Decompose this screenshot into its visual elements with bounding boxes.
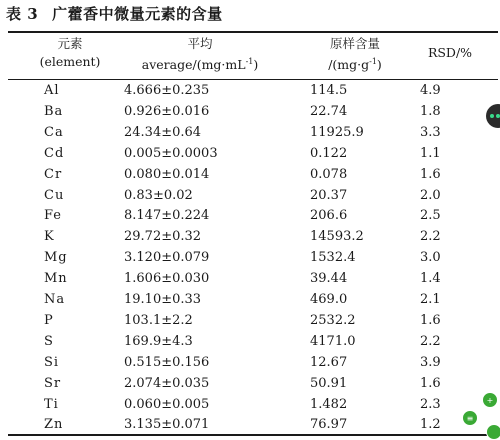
cell-rsd: 3.3 [420,124,441,140]
cell-average: 0.515±0.156 [124,354,210,370]
cell-rsd: 4.9 [420,83,441,98]
cell-average: 8.147±0.224 [124,208,210,224]
cell-content: 114.5 [310,83,348,98]
table-row [0,205,500,227]
cell-element: P [44,312,54,328]
table-row [0,331,500,353]
cell-rsd: 2.5 [420,208,441,224]
table-title: 广藿香中微量元素的含量 [52,5,223,23]
bottom-rule [8,434,498,436]
table-row [0,101,500,123]
table-row [0,164,500,186]
cell-average: 0.005±0.0003 [124,145,218,161]
cell-rsd: 2.2 [420,229,441,245]
cell-rsd: 3.0 [420,250,441,266]
plus-badge-icon[interactable]: + [482,392,498,408]
cell-content: 14593.2 [310,229,364,245]
cell-content: 1.482 [310,396,348,412]
cell-average: 29.72±0.32 [124,229,202,245]
cell-average: 0.080±0.014 [124,166,210,182]
table-row [0,226,500,248]
cell-average: 3.120±0.079 [124,250,210,266]
cell-element: Cu [44,187,65,203]
cell-average: 0.060±0.005 [124,396,210,412]
cell-element: K [44,229,55,245]
cell-rsd: 1.2 [420,417,441,433]
cell-content: 76.97 [310,417,348,433]
table-row [0,80,500,102]
cell-average: 0.926±0.016 [124,103,210,119]
cell-content: 1532.4 [310,250,356,266]
table-row [0,394,500,416]
header-content: 原样含量 $/(mg\cdot g^{-1})$ [328,36,382,73]
table-number: 表 3 [6,5,39,23]
cell-element: Mg [44,250,68,266]
cell-rsd: 3.9 [420,354,441,370]
cell-content: 0.078 [310,166,348,182]
cell-content: 11925.9 [310,124,364,140]
cell-average: 19.10±0.33 [124,292,202,307]
cell-average: 24.34±0.64 [124,124,202,140]
cell-rsd: 2.0 [420,187,441,203]
cell-element: Ba [44,103,64,119]
cell-content: 2532.2 [310,312,356,328]
table-row [0,352,500,374]
cell-content: 12.67 [310,354,348,370]
table-row [0,185,500,207]
menu-badge-icon[interactable]: ≡ [462,410,478,426]
cell-element: Mn [44,271,68,287]
table-row [0,289,500,311]
cell-rsd: 2.3 [420,396,441,412]
cell-average: 0.83±0.02 [124,187,193,203]
table-row [0,268,500,290]
cell-rsd: 1.1 [420,145,441,161]
header-element: 元素 (element) [39,36,101,69]
header-rsd: RSD/% [427,45,473,60]
cell-rsd: 2.2 [420,333,441,349]
table-row [0,143,500,165]
cell-content: 50.91 [310,375,348,391]
cell-content: 469.0 [310,292,348,307]
cell-element: Sr [44,375,62,391]
cell-content: 22.74 [310,103,348,119]
cell-rsd: 1.6 [420,375,441,391]
cell-element: Cr [44,166,63,182]
cell-content: 206.6 [310,208,348,224]
cell-average: 2.074±0.035 [124,375,210,391]
cell-element: S [44,333,54,349]
cell-rsd: 1.4 [420,271,441,287]
cell-element: Al [44,83,60,98]
table-caption [6,3,223,24]
cell-element: Cd [44,145,65,161]
top-rule [8,31,498,33]
cell-rsd: 1.6 [420,312,441,328]
cell-element: Fe [44,208,63,224]
header-average: 平均 average/$(mg\cdot mL^{-1})$ [141,36,259,73]
cell-average: 4.666±0.235 [124,83,210,98]
cell-content: 0.122 [310,145,348,161]
table-row [0,310,500,332]
cell-element: Si [44,354,60,370]
cell-average: 103.1±2.2 [124,312,193,328]
cell-average: 3.135±0.071 [124,417,210,433]
cell-average: 1.606±0.030 [124,271,210,287]
cell-rsd: 1.8 [420,103,441,119]
cell-element: Zn [44,417,64,433]
cell-element: Na [44,292,66,307]
cell-content: 39.44 [310,271,348,287]
cell-content: 4171.0 [310,333,356,349]
edge-badge-icon[interactable] [486,424,500,440]
table-row [0,122,500,144]
cell-element: Ti [44,396,59,412]
cell-element: Ca [44,124,64,140]
cell-content: 20.37 [310,187,348,203]
cell-rsd: 2.1 [420,292,441,307]
cell-rsd: 1.6 [420,166,441,182]
cell-average: 169.9±4.3 [124,333,193,349]
table-row [0,247,500,269]
table-row [0,373,500,395]
